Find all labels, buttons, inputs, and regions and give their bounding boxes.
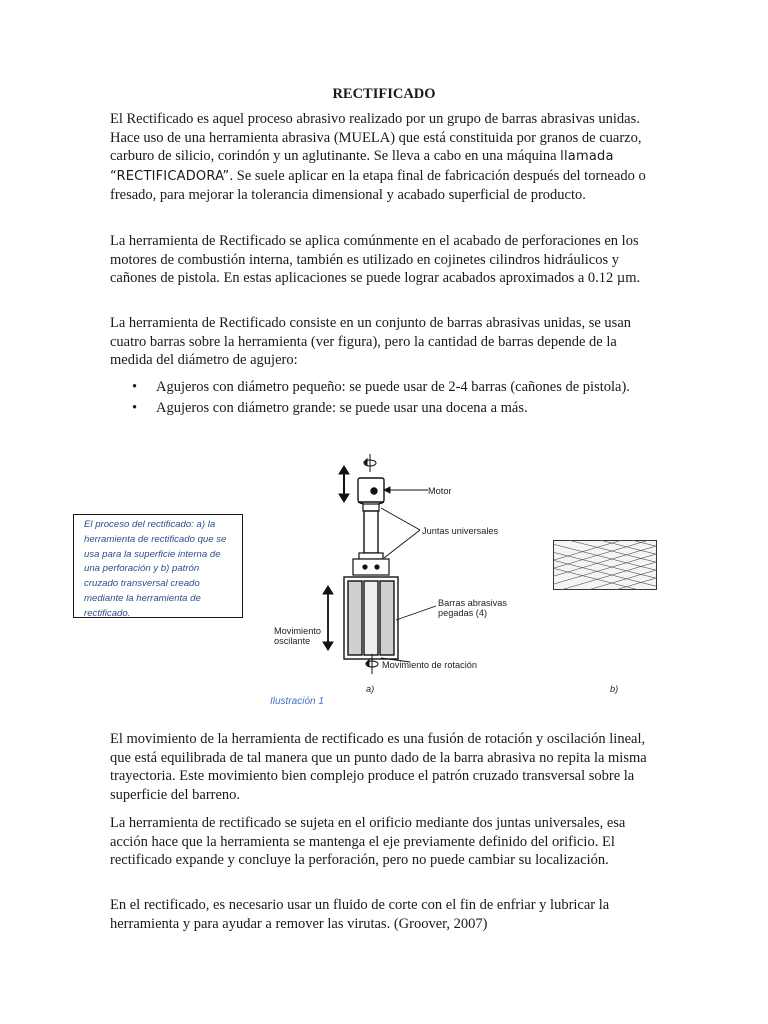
bullet-marker: • [132, 399, 138, 416]
list-item [110, 399, 658, 418]
paragraph-6: En el rectificado, es necesario usar un fluido de corte con el fin de enfriar y lubricar la herramienta y para ayudar a remover las virutas. (Groover, 2007) [110, 897, 610, 932]
bullet-list [110, 378, 658, 419]
abrasive-bars-housing [344, 577, 398, 659]
label-abrasive-bars-line1: Barras abrasivas [438, 598, 507, 608]
paragraph-1-machine-name: llamada “RECTIFICADORA” [110, 149, 614, 184]
paragraph-2: La herramienta de Rectificado se aplica comúnmente en el acabado de perforaciones en los motores de combustión interna, también es utilizado en cojinetes cilindros hidráulicos y cañones de pistola. En estas aplicaciones se puede lograr acabados aproximados a 0.12 µm. [110, 233, 641, 286]
crosshatch-pattern-image [553, 540, 657, 590]
label-oscillating-line2: oscilante [274, 636, 311, 646]
label-rotation: Movimiento de rotación [382, 660, 477, 670]
paragraph-4: El movimiento de la herramienta de rectificado es una fusión de rotación y oscilación lineal, que está equilibrada de tal manera que un punto dado de la barra abrasiva no repita la misma trayectoria. Este movimiento bien complejo produce el patrón cruzado transversal sobre la superficie del barreno. [110, 731, 647, 803]
bullet-marker: • [132, 379, 138, 395]
paragraph-5: La herramienta de rectificado se sujeta en el orificio mediante dos juntas universales, esa acción hace que la herramienta se mantenga el eje previamente definido del orificio. El rectificado expande y concluye la perforación, pero no puede cambiar su localización. [110, 815, 626, 868]
label-part-a: a) [366, 684, 375, 694]
motor-block [358, 478, 384, 505]
rotation-arrow-icon [364, 454, 376, 472]
label-oscillating-line1: Movimiento [274, 626, 321, 636]
label-motor: Motor [428, 486, 452, 496]
paragraph-1-part-b: . Se suele aplicar en la etapa final de fabricación después del torneado o fresado, para mejorar la tolerancia dimensional y acabado superficial de producto. [110, 167, 646, 203]
left-oscillation-arrow-icon [323, 586, 333, 650]
label-universal-joints: Juntas universales [422, 526, 499, 536]
oscillation-arrow-icon [339, 466, 349, 502]
paragraph-3: La herramienta de Rectificado consiste en un conjunto de barras abrasivas unidas, se usan cuatro barras sobre la herramienta (ver figura), pero la cantidad de barras depende de la medida del diámetro de agujero: [110, 315, 632, 368]
figure-side-caption: El proceso del rectificado: a) la herramienta de rectificado que se usa para la superficie interna de una perforación y b) patrón cruzado transversal creado mediante la herramienta de rectificado. [73, 514, 243, 618]
tool-shaft [364, 511, 378, 553]
list-item-text: Agujeros con diámetro grande: se puede usar una docena a más. [156, 399, 528, 416]
figure-caption: Ilustración 1 [270, 696, 324, 707]
honing-tool-diagram [260, 448, 510, 688]
list-item [110, 378, 658, 397]
list-item-text: Agujeros con diámetro pequeño: se puede usar de 2-4 barras (cañones de pistola). [156, 379, 630, 395]
label-abrasive-bars-line2: pegadas (4) [438, 608, 488, 618]
upper-joint [363, 504, 379, 511]
paragraph-1 [110, 110, 658, 205]
lower-joint [353, 553, 389, 575]
label-part-b: b) [610, 684, 619, 694]
paragraph-1-part-a: El Rectificado es aquel proceso abrasivo realizado por un grupo de barras abrasivas unidas. Hace uso de una herramienta abrasiva (MUELA) que está constituida por granos de cuarzo, carburo de silicio, corindón y un aglutinante. Se lleva a cabo en una máquina [110, 111, 642, 164]
document-title: RECTIFICADO [332, 86, 436, 102]
